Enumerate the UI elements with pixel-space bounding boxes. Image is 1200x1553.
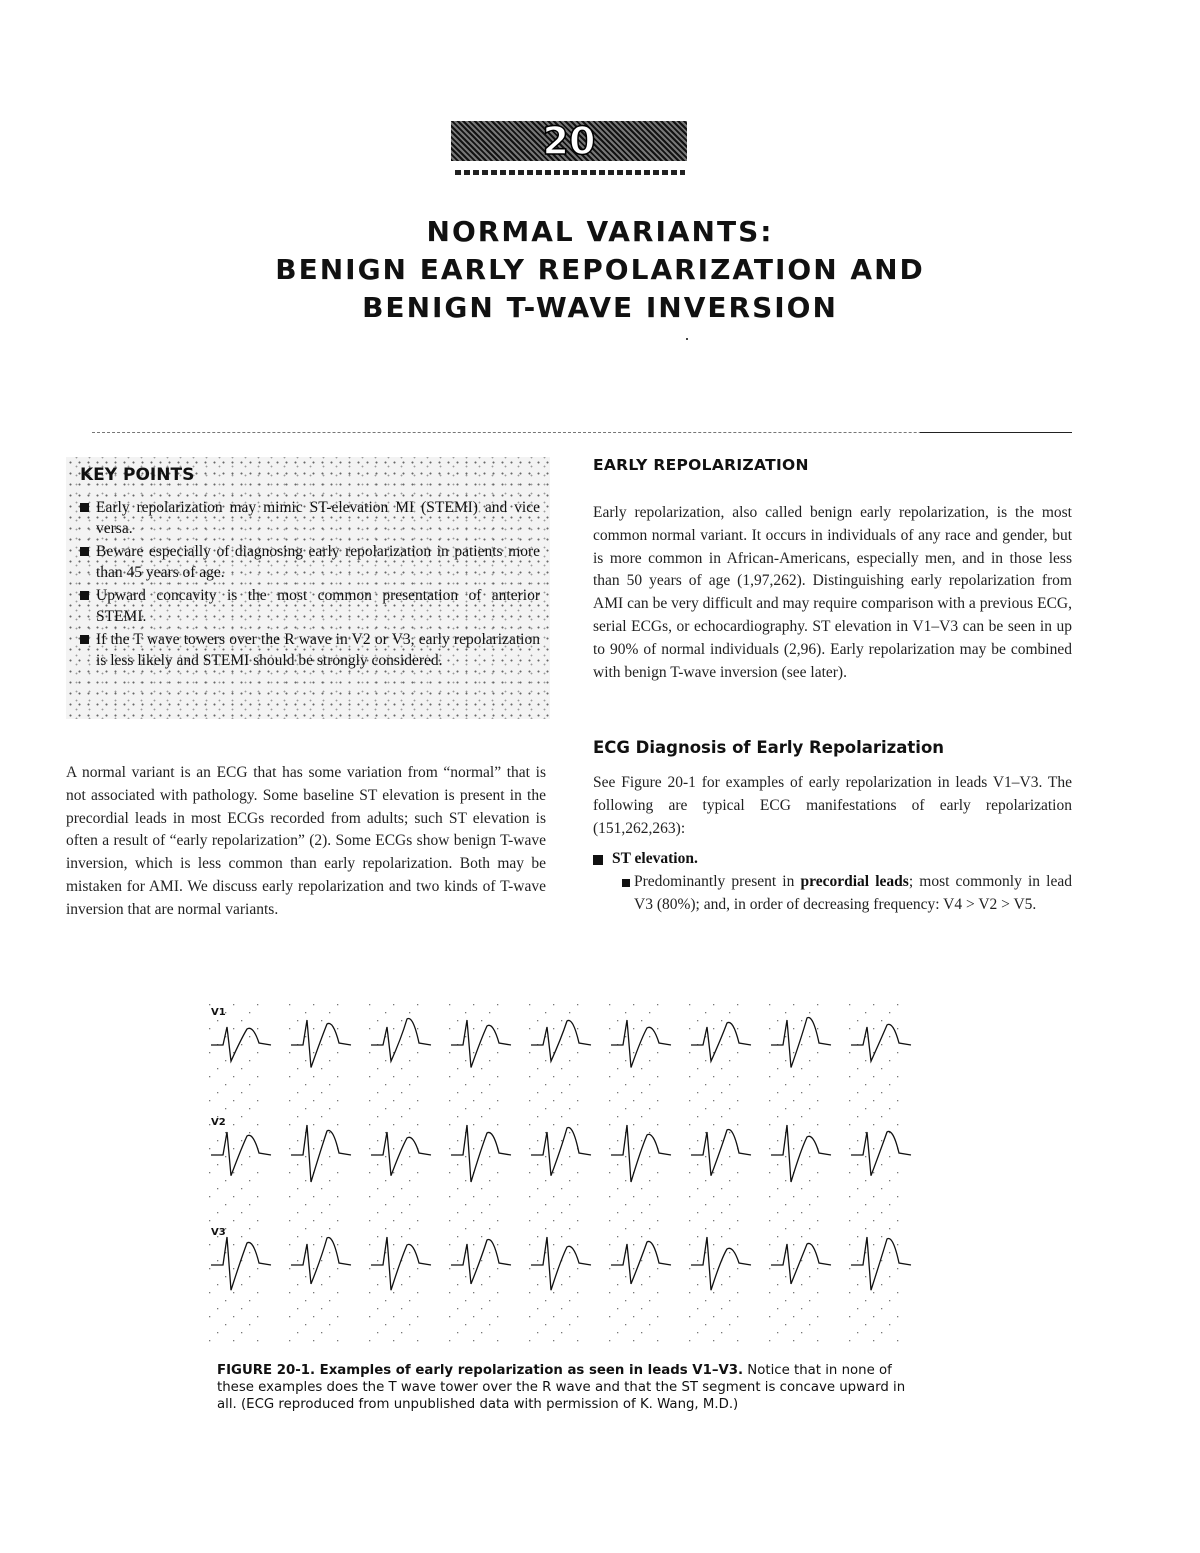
ecg-trace [691, 1237, 751, 1290]
bullet-square-icon [80, 547, 89, 556]
st-elevation-bullet: ST elevation. [612, 850, 698, 867]
key-point-item: Beware especially of diagnosing early repolarization in patients more than 45 years of age. [78, 541, 540, 583]
key-point-item: Early repolarization may mimic ST-elevation MI (STEMI) and vice versa. [78, 497, 540, 539]
ecg-trace [211, 1132, 271, 1176]
ecg-trace [851, 1237, 911, 1290]
bullet-square-icon [593, 855, 603, 865]
intro-paragraph: A normal variant is an ECG that has some variation from “normal” that is not associated with pathology. Some baseline ST elevation is present in the precordial leads in most ECGs recorded from adults; such ST elevation is often a result of “early repolarization” (2). Some ECGs show benign T-wave inversion, which is less common than early repolarization. Both may be mistaken for AMI. We discuss early repolarization and two kinds of T-wave inversion that are normal variants. [66, 764, 546, 918]
key-points-list [78, 497, 540, 673]
ecg-trace [291, 1020, 351, 1068]
lead-label: V2 [211, 1117, 226, 1128]
early-repolarization-heading: EARLY REPOLARIZATION [593, 456, 809, 474]
chapter-title-line-2: BENIGN EARLY REPOLARIZATION AND [275, 253, 925, 286]
ecg-diagnosis-paragraph: See Figure 20-1 for examples of early repolarization in leads V1–V3. The following are typical ECG manifestations of early repolarization (151,262,263): [593, 774, 1072, 837]
chapter-title-line-1: NORMAL VARIANTS: [426, 215, 774, 248]
ecg-trace [291, 1125, 351, 1182]
chapter-number: 20 [542, 119, 596, 163]
ecg-figure [205, 1000, 940, 1350]
sub-bullet-square-icon [622, 879, 630, 887]
ecg-trace [451, 1125, 511, 1182]
key-points-box [66, 457, 550, 719]
key-points-heading: KEY POINTS [80, 465, 195, 485]
precordial-leads-bullet: Predominantly present in precordial leads; most commonly in lead V3 (80%); and, in order of decreasing frequency: V4 > V2 > V5. [634, 873, 1072, 913]
key-point-item: If the T wave towers over the R wave in V2 or V3, early repolarization is less likely and STEMI should be strongly considered. [78, 629, 540, 671]
ecg-trace [531, 1020, 591, 1061]
chapter-title-line-3: BENIGN T-WAVE INVERSION [362, 291, 838, 324]
figure-caption: FIGURE 20-1. Examples of early repolarization as seen in leads V1–V3. Notice that in none of these examples does the T wave tower over the R wave and that the ST segment is concave upward in all. (ECG reproduced from unpublished data with permission of K. Wang, M.D.) [217, 1363, 906, 1412]
ecg-trace [771, 1125, 831, 1182]
ecg-trace [611, 1241, 671, 1283]
ecg-trace [691, 1022, 751, 1061]
ecg-trace [451, 1239, 511, 1283]
early-repolarization-paragraph: Early repolarization, also called benign early repolarization, is the most common normal variant. It occurs in individuals of any race and gender, but is more common in African-Americans, especially men, and in those less than 50 years of age (1,97,262). Distinguishing early repolarization from AMI can be very difficult and may require comparison with a previous ECG, serial ECGs, or echocardiography. ST elevation in V1–V3 can be seen in up to 90% of normal individuals (2,96). Early repolarization may be combined with benign T-wave inversion (see later). [593, 504, 1072, 681]
ecg-trace [851, 1024, 911, 1061]
ecg-trace [371, 1237, 431, 1290]
bullet-square-icon [80, 635, 89, 644]
ecg-trace [531, 1128, 591, 1176]
bullet-square-icon [80, 591, 89, 600]
ecg-trace [851, 1131, 911, 1175]
bullet-square-icon [80, 503, 89, 512]
ecg-trace [611, 1125, 671, 1182]
ecg-trace [691, 1129, 751, 1175]
ecg-trace [771, 1018, 831, 1068]
ecg-trace [611, 1020, 671, 1068]
chapter-rule [455, 170, 685, 175]
ecg-trace [531, 1237, 591, 1290]
ecg-trace [371, 1132, 431, 1176]
key-point-item: Upward concavity is the most common presentation of anterior STEMI. [78, 585, 540, 627]
ecg-trace [211, 1237, 271, 1290]
ecg-trace [371, 1019, 431, 1062]
ecg-trace [451, 1020, 511, 1068]
section-divider-solid [920, 432, 1072, 433]
ecg-trace [771, 1243, 831, 1283]
ecg-diagnosis-heading: ECG Diagnosis of Early Repolarization [593, 738, 945, 757]
stray-dot [686, 338, 688, 340]
lead-label: V1 [211, 1007, 226, 1018]
lead-label: V3 [211, 1227, 226, 1238]
